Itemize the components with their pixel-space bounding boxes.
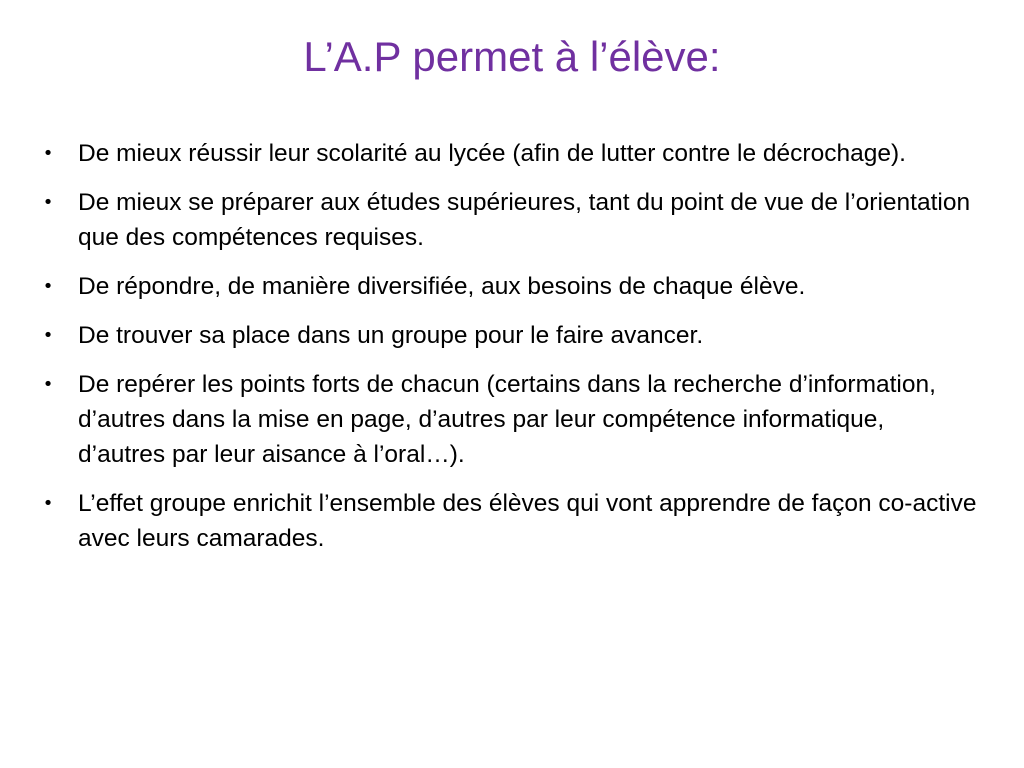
bullet-text: De mieux réussir leur scolarité au lycée (afin de lutter contre le décrochage). xyxy=(78,140,906,167)
bullet-text: De répondre, de manière diversifiée, aux besoins de chaque élève. xyxy=(78,273,806,300)
bullet-point-icon: • xyxy=(42,374,54,395)
bullet-item xyxy=(38,486,978,556)
bullet-text: De trouver sa place dans un groupe pour le faire avancer. xyxy=(78,322,704,349)
bullet-point-icon: • xyxy=(42,493,54,514)
bullet-text: L’effet groupe enrichit l’ensemble des élèves qui vont apprendre de façon co-active avec leurs camarades. xyxy=(78,490,977,552)
bullet-item xyxy=(38,269,978,304)
bullet-text: De mieux se préparer aux études supérieures, tant du point de vue de l’orientation que des compétences requises. xyxy=(78,189,971,251)
bullet-point-icon: • xyxy=(42,276,54,297)
bullet-item xyxy=(38,367,978,472)
bullet-item xyxy=(38,318,978,353)
bullet-item xyxy=(38,136,978,171)
bullet-point-icon: • xyxy=(42,143,54,164)
bullet-point-icon: • xyxy=(42,192,54,213)
bullet-item xyxy=(38,185,978,255)
slide-title: L’A.P permet à l’élève: xyxy=(303,33,721,80)
bullet-text: De repérer les points forts de chacun (certains dans la recherche d’information, d’autres dans la mise en page, d’autres par leur compétence informatique, d’autres par leur aisance à l’oral…). xyxy=(78,371,936,468)
bullet-point-icon: • xyxy=(42,325,54,346)
bullet-list xyxy=(38,136,978,570)
